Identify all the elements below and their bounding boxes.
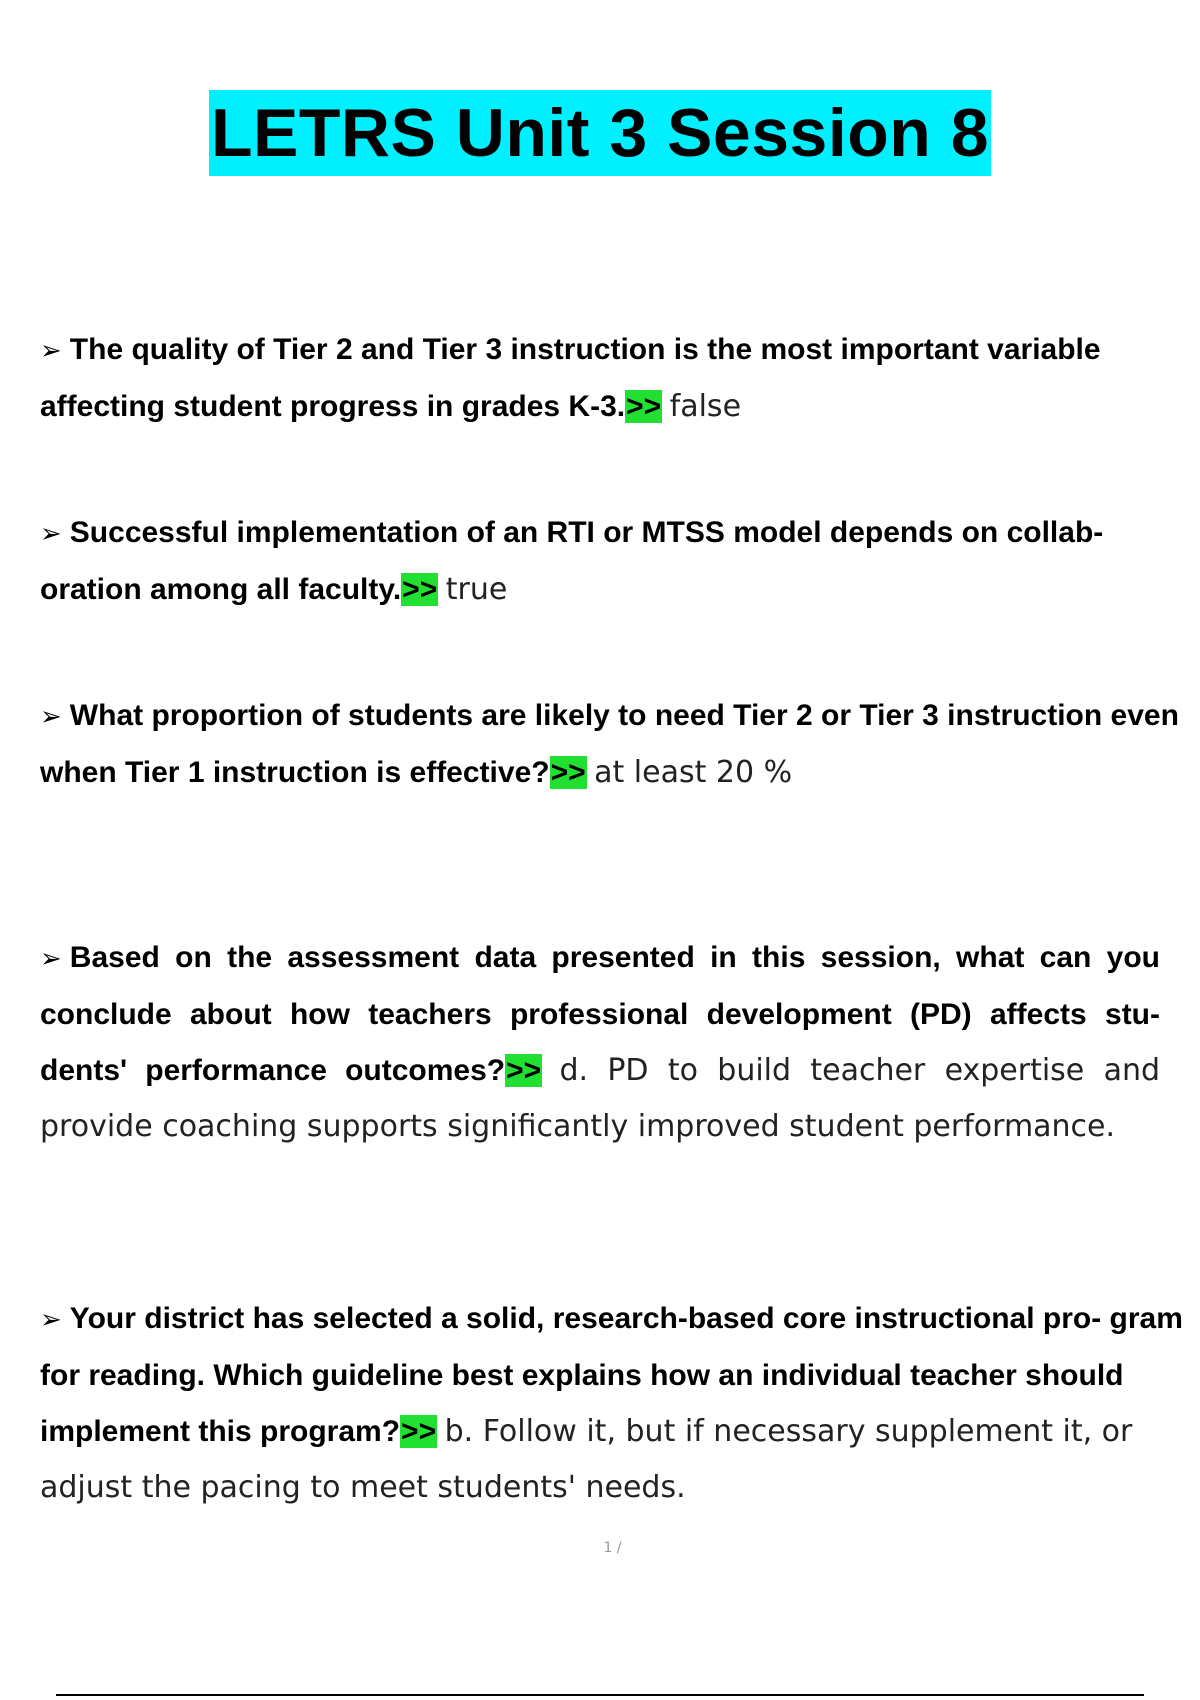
question-text: Based on the assessment data presented in this session, what can you conclude about how teachers professional development (PD) affects stu- dents' performance outcomes? xyxy=(40,941,1160,1087)
answer-text: at least 20 % xyxy=(594,755,793,790)
page-number: 1 / xyxy=(603,1540,622,1556)
arrowhead-bullet-icon: ➢ xyxy=(40,1305,62,1335)
arrowhead-bullet-icon: ➢ xyxy=(40,519,62,549)
answer-marker: >> xyxy=(506,1054,542,1087)
bottom-divider xyxy=(56,1694,1144,1696)
qa-item xyxy=(40,1291,1185,1516)
question-text: Successful implementation of an RTI or MTSS model depends on collab- oration among all faculty. xyxy=(40,516,1104,606)
answer-marker: >> xyxy=(401,1415,437,1448)
answer-marker: >> xyxy=(626,390,662,423)
question-text: The quality of Tier 2 and Tier 3 instruction is the most important variable affecting student progress in grades K-3. xyxy=(40,333,1101,423)
title-container xyxy=(0,90,1200,176)
qa-item xyxy=(40,322,1185,435)
arrowhead-bullet-icon: ➢ xyxy=(40,336,62,366)
qa-item xyxy=(40,688,1185,801)
answer-text: d. PD to build teacher expertise and provide coaching supports significantly improved student performance. xyxy=(40,1053,1161,1144)
arrowhead-bullet-icon: ➢ xyxy=(40,944,62,974)
answer-text: true xyxy=(445,572,508,607)
question-text: Your district has selected a solid, research-based core instructional pro- gram for reading. Which guideline best explains how an individual teacher should implement this program? xyxy=(40,1302,1183,1448)
qa-item xyxy=(40,505,1185,618)
arrowhead-bullet-icon: ➢ xyxy=(40,702,62,732)
answer-marker: >> xyxy=(402,573,438,606)
question-text: What proportion of students are likely to need Tier 2 or Tier 3 instruction even when Tier 1 instruction is effective? xyxy=(40,699,1179,789)
qa-item xyxy=(40,930,1160,1155)
answer-marker: >> xyxy=(550,756,586,789)
answer-text: false xyxy=(669,389,742,424)
answer-text: b. Follow it, but if necessary supplement it, or adjust the pacing to meet students' needs. xyxy=(40,1414,1133,1505)
page-title: LETRS Unit 3 Session 8 xyxy=(209,90,991,176)
